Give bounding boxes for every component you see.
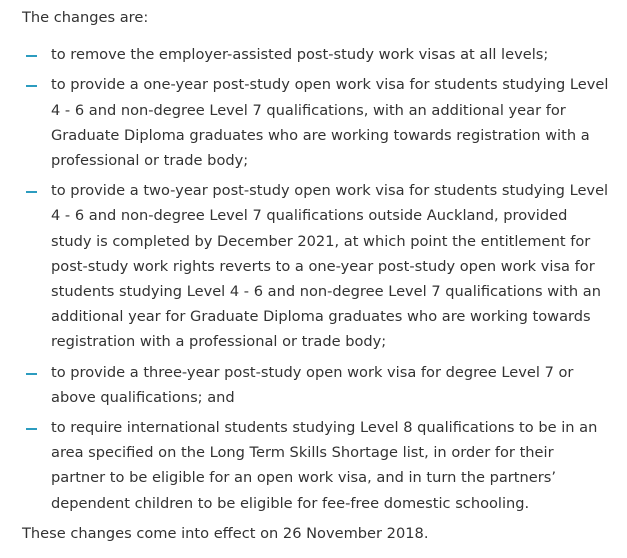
list-item-text: to require international students studying Level 8 qualifications to be in an area specified on the Long Term Skills Shortage list, in order for their partner to be eligible for an open work visa, and in turn the partners’ dependent children to be eligible for fee-free domestic schooling. — [51, 419, 598, 512]
list-item-text: to provide a two-year post-study open work visa for students studying Level 4 - 6 and non-degree Level 7 qualifications outside Auckland, provided study is completed by December 2021, at which point the entitlement for post-study work rights reverts to a one-year post-study open work visa for students studying Level 4 - 6 and non-degree Level 7 qualifications with an additional year for Graduate Diploma graduates who are working towards registration with a professional or trade body; — [51, 182, 609, 351]
list-item-text: to provide a one-year post-study open work visa for students studying Level 4 - 6 and non-degree Level 7 qualifications, with an additional year for Graduate Diploma graduates who are working towards registration with a professional or trade body; — [51, 76, 609, 170]
changes-list — [22, 42, 612, 516]
list-item — [22, 178, 612, 354]
list-item — [22, 360, 612, 410]
outro-text: These changes come into effect on 26 November 2018. — [22, 524, 429, 542]
list-item — [22, 42, 612, 67]
list-item — [22, 72, 612, 173]
list-item-text: to remove the employer-assisted post-study work visas at all levels; — [51, 46, 549, 64]
list-item-text: to provide a three-year post-study open work visa for degree Level 7 or above qualifications; and — [51, 363, 574, 406]
list-item — [22, 415, 612, 516]
intro-text: The changes are: — [22, 9, 149, 26]
